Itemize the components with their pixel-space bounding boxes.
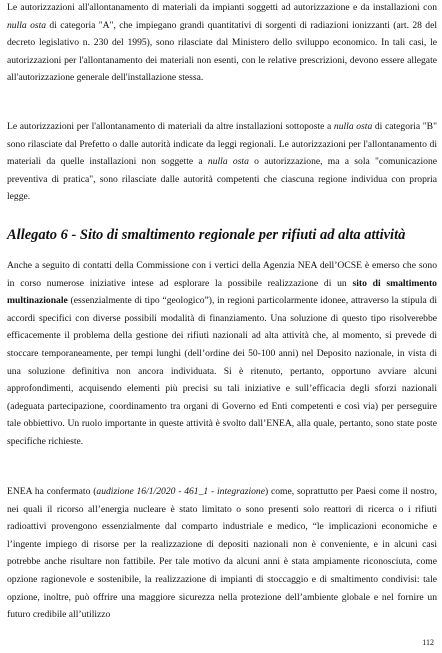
paragraph-text-segment: Anche a seguito di contatti della Commissione con i vertici della Agenzia NEA dell’OCSE è emerso che sono in corso numerose iniziative intese ad esplorare la possibile realizzazione di un	[7, 260, 437, 289]
paragraph-text-segment: nulla osta	[207, 156, 249, 168]
paragraph-text-segment: ) come, soprattutto per Paesi come il nostro, nei quali il ricorso all’energia nucleare è stato limitato o sono presenti solo reattori di ricerca o i rifiuti radioattivi provengono essenzialmente dal comparto industriale e medico, “le implicazioni economiche e l’ingente impiego di risorse per la realizzazione di depositi nazionali non è conveniente, e in alcuni casi potrebbe anche risultare non fattibile. Per tale motivo da alcuni anni è stata ampiamente riconosciuta, come opzione ragionevole e sostenibile, la realizzazione di impianti di stoccaggio e di smaltimento condivisi: tale opzione, inoltre, può offrire una maggiore sicurezza nella protezione dell’ambiente globale e nel fornire un futuro credibile all’utilizzo	[7, 486, 437, 621]
paragraph-text-segment: (essenzialmente di tipo “geologico”), in regioni particolarmente idonee, attraverso la stipula di accordi specifici con diverse possibili modalità di finanziamento. Una soluzione di questo tipo risolverebbe efficacemente il problema della gestione dei rifiuti nazionali ad alta attività che, al momento, si prevede di stoccare temporaneamente, per tempi lunghi (dell’ordine dei 50-100 anni) nel Deposito nazionale, in vista di una soluzione definitiva non ancora individuata. Si è ritenuto, pertanto, opportuno avviare alcuni approfondimenti, acquisendo elementi più precisi su tali iniziative e sull’efficacia degli sforzi nazionali (adeguata partecipazione, coordinamento tra organi di Governo ed Enti competenti e così via) per perseguire tale obbiettivo. Un ruolo importante in queste attività è svolto dall’ENEA, alla quale, pertanto, sono state poste specifiche richieste.	[7, 295, 437, 447]
paragraph-text-segment: nulla osta	[333, 121, 373, 132]
page-number: 112	[422, 638, 434, 647]
paragraph-text-segment: Le autorizzazioni per l'allontanamento di materiali da altre installazioni sottoposte a	[7, 121, 334, 132]
paragraph-authorizations-category-a	[7, 0, 437, 87]
paragraph-text-segment: nulla osta	[7, 19, 47, 31]
paragraph-text-segment: ENEA ha confermato (	[7, 486, 97, 497]
paragraph-text-segment: di categoria "A", che impiegano grandi quantitativi di sorgenti di radiazioni ionizzanti (art. 28 del decreto legislativo n. 230 del 1995), sono rilasciate dal Ministero dello sviluppo economico. In tali casi, le autorizzazioni per l'allontanamento dei materiali non esenti, con le relative prescrizioni, devono essere allegate all'autorizzazione generale dell'installazione stessa.	[7, 19, 437, 84]
section-heading: Allegato 6 - Sito di smaltimento regionale per rifiuti ad alta attività	[7, 227, 406, 243]
paragraph-enea-confirmation	[7, 483, 437, 624]
paragraph-text-segment: Le autorizzazioni all'allontanamento di materiali da impianti soggetti ad autorizzazione e da installazioni con	[7, 2, 437, 13]
paragraph-text-segment: audizione 16/1/2020 - 461_1 - integrazione	[96, 486, 265, 497]
paragraph-text-segment: di categoria "B" sono rilasciate dal Prefetto o dalle autorità indicate da leggi regionali. Le autorizzazioni per l'allontanamento di materiali da quelle installazioni non soggette a	[7, 121, 437, 168]
paragraph-text-segment: o autorizzazione, ma a sola "comunicazione preventiva di pratica", sono rilasciate dalle autorità competenti che ciascuna regione individua con propria legge.	[7, 156, 438, 203]
paragraph-text-segment: sito di smaltimento multinazionale	[7, 277, 437, 307]
paragraph-authorizations-category-b	[7, 118, 437, 206]
paragraph-multinational-site	[7, 257, 437, 451]
